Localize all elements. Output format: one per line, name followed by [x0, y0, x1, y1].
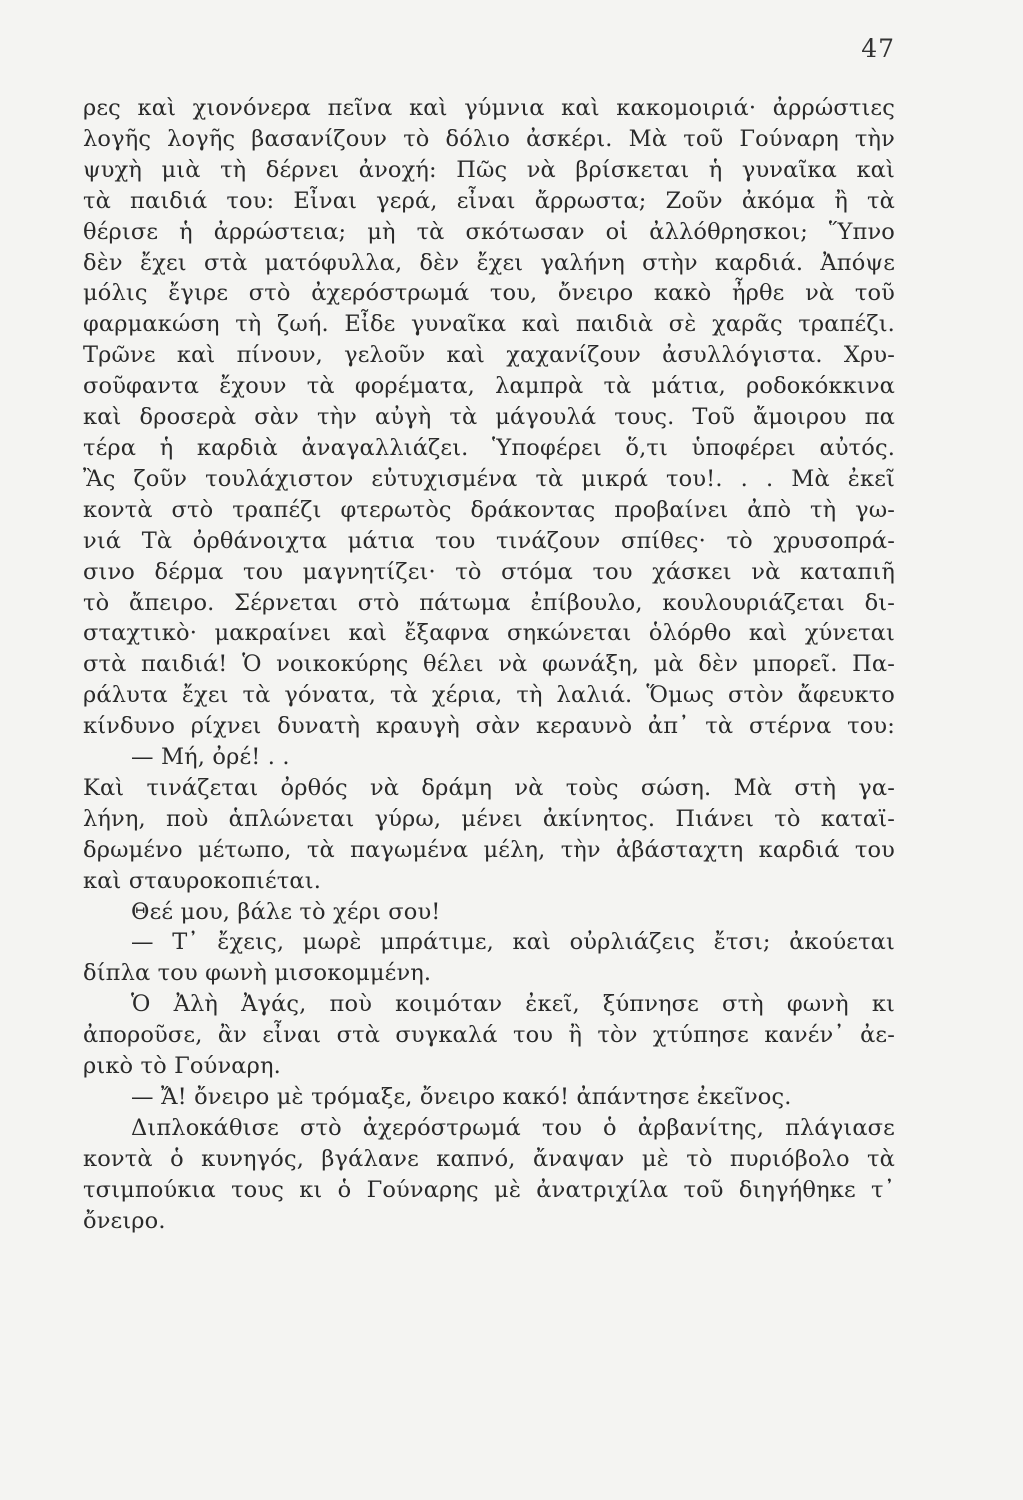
- text-line: καὶ σταυροκοπιέται.: [83, 867, 322, 894]
- text-line: — Τ᾽ ἔχεις, μωρὲ μπράτιμε, καὶ οὐρλιάζεις ἔτσι; ἀκούεται: [131, 929, 895, 956]
- text-line: Διπλοκάθισε στὸ ἀχερόστρωμά του ὁ ἀρβανίτης, πλάγιασε: [131, 1114, 895, 1141]
- text-line: Θεέ μου, βάλε τὸ χέρι σου!: [131, 898, 441, 925]
- text-line: φαρμακώση τὴ ζωή. Εἶδε γυναῖκα καὶ παιδιὰ σὲ χαρᾶς τραπέζι.: [83, 311, 895, 338]
- text-line: τὸ ἄπειρο. Σέρνεται στὸ πάτωμα ἐπίβουλο, κουλουριάζεται δι-: [83, 589, 895, 616]
- text-line: κοντὰ στὸ τραπέζι φτερωτὸς δράκοντας προβαίνει ἀπὸ τὴ γω-: [83, 496, 895, 523]
- text-line: ρικὸ τὸ Γούναρη.: [83, 1053, 281, 1080]
- text-line: ὄνειρο.: [83, 1207, 166, 1234]
- text-line: λογῆς λογῆς βασανίζουν τὸ δόλιο ἀσκέρι. Μὰ τοῦ Γούναρη τὴν: [83, 125, 895, 152]
- text-line: Καὶ τινάζεται ὀρθός νὰ δράμη νὰ τοὺς σώση. Μὰ στὴ γα-: [83, 774, 895, 801]
- text-line: τέρα ἡ καρδιὰ ἀναγαλλιάζει. Ὑποφέρει ὅ,τι ὑποφέρει αὐτός.: [83, 434, 895, 461]
- text-line: σταχτικὸ· μακραίνει καὶ ἔξαφνα σηκώνεται ὁλόρθο καὶ χύνεται: [83, 620, 895, 647]
- text-line: μόλις ἔγιρε στὸ ἀχερόστρωμά του, ὄνειρο κακὸ ἦρθε νὰ τοῦ: [83, 280, 895, 307]
- text-line: δρωμένο μέτωπο, τὰ παγωμένα μέλη, τὴν ἀβάσταχτη καρδιά του: [83, 836, 895, 863]
- text-line: κοντὰ ὁ κυνηγός, βγάλανε καπνό, ἄναψαν μὲ τὸ πυριόβολο τὰ: [83, 1145, 895, 1172]
- text-line: Ἂς ζοῦν τουλάχιστον εὐτυχισμένα τὰ μικρά του!. . . Μὰ ἐκεῖ: [83, 465, 895, 492]
- text-line: — Ἄ! ὄνειρο μὲ τρόμαξε, ὄνειρο κακό! ἀπάντησε ἐκεῖνος.: [131, 1084, 792, 1110]
- text-line: Τρῶνε καὶ πίνουν, γελοῦν καὶ χαχανίζουν ἀσυλλόγιστα. Χρυ-: [83, 342, 895, 369]
- text-line: κίνδυνο ρίχνει δυνατὴ κραυγὴ σὰν κεραυνὸ ἀπ᾽ τὰ στέρνα του:: [83, 713, 895, 740]
- text-line: νιά Τὰ ὀρθάνοιχτα μάτια του τινάζουν σπίθες· τὸ χρυσοπρά-: [83, 527, 895, 554]
- text-line: σινο δέρμα του μαγνητίζει· τὸ στόμα του χάσκει νὰ καταπιῆ: [83, 558, 895, 585]
- text-line: δίπλα του φωνὴ μισοκομμένη.: [83, 960, 432, 987]
- text-line: ράλυτα ἔχει τὰ γόνατα, τὰ χέρια, τὴ λαλιά. Ὅμως στὸν ἄφευκτο: [83, 682, 895, 709]
- text-line: ἀποροῦσε, ἂν εἶναι στὰ συγκαλά του ἢ τὸν χτύπησε κανέν᾽ ἀε-: [83, 1022, 895, 1049]
- text-line: ψυχὴ μιὰ τὴ δέρνει ἀνοχή: Πῶς νὰ βρίσκεται ἡ γυναῖκα καὶ: [83, 156, 895, 183]
- text-line: θέρισε ἡ ἀρρώστεια; μὴ τὰ σκότωσαν οἱ ἀλλόθρησκοι; Ὕπνο: [83, 218, 895, 245]
- text-line: λήνη, ποὺ ἁπλώνεται γύρω, μένει ἀκίνητος. Πιάνει τὸ καταϊ-: [83, 805, 895, 832]
- text-line: δὲν ἔχει στὰ ματόφυλλα, δὲν ἔχει γαλήνη στὴν καρδιά. Ἀπόψε: [83, 249, 895, 276]
- page-number: 47: [861, 34, 895, 63]
- body-text: [83, 93, 895, 1237]
- text-line: καὶ δροσερὰ σὰν τὴν αὐγὴ τὰ μάγουλά τους. Τοῦ ἄμοιρου πα: [83, 404, 895, 431]
- text-line: τὰ παιδιά του: Εἶναι γερά, εἶναι ἄρρωστα; Ζοῦν ἀκόμα ἢ τὰ: [83, 187, 895, 214]
- text-line: στὰ παιδιά! Ὁ νοικοκύρης θέλει νὰ φωνάξη, μὰ δὲν μπορεῖ. Πα-: [83, 651, 895, 678]
- text-line: τσιμπούκια τους κι ὁ Γούναρης μὲ ἀνατριχίλα τοῦ διηγήθηκε τ᾽: [83, 1176, 895, 1203]
- text-line: σοῦφαντα ἔχουν τὰ φορέματα, λαμπρὰ τὰ μάτια, ροδοκόκκινα: [83, 373, 895, 400]
- text-line: ρες καὶ χιονόνερα πεῖνα καὶ γύμνια καὶ κακομοιριά· ἀρρώστιες: [83, 95, 895, 121]
- text-line: — Μή, ὀρέ! . .: [131, 744, 290, 771]
- text-line: Ὁ Ἀλὴ Ἀγάς, ποὺ κοιμόταν ἐκεῖ, ξύπνησε στὴ φωνὴ κι: [131, 991, 895, 1018]
